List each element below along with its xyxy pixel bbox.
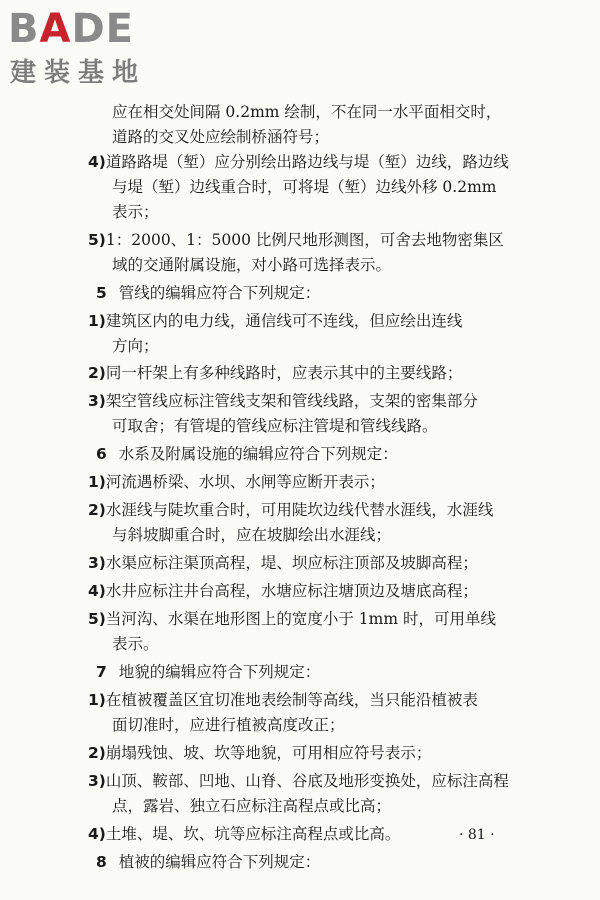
- text-line: [112, 634, 159, 654]
- text-line: [96, 283, 320, 303]
- line-text: 当河沟、水渠在地形图上的宽度小于 1mm 时，可用单线: [105, 610, 496, 628]
- section-number: 5: [96, 284, 107, 302]
- item-number: 3): [88, 392, 106, 410]
- line-text: 道路路堤（堑）应分别绘出路边线与堤（堑）边线，路边线: [105, 153, 509, 171]
- section-number: 6: [96, 445, 107, 463]
- line-text: 山顶、鞍部、凹地、山脊、谷底及地形变换处，应标注高程: [105, 772, 509, 790]
- text-line: [88, 609, 496, 629]
- line-text: 域的交通附属设施，对小路可选择表示。: [112, 256, 392, 274]
- line-text: 1：2000、1：5000 比例尺地形测图，可舍去地物密集区: [105, 231, 504, 249]
- text-line: [112, 796, 391, 816]
- text-line: [88, 152, 509, 172]
- item-number: 5): [88, 231, 106, 249]
- section-number: 7: [96, 663, 107, 681]
- text-line: [96, 444, 398, 464]
- text-line: [96, 662, 320, 682]
- text-line: [88, 391, 478, 411]
- section-number: 8: [96, 853, 107, 871]
- logo-chinese-name: 建装基地: [10, 58, 147, 88]
- item-number: 4): [88, 825, 106, 843]
- text-line: [88, 363, 462, 383]
- text-line: [112, 202, 159, 222]
- line-text: 崩塌残蚀、坡、坎等地貌，可用相应符号表示；: [105, 744, 432, 762]
- text-line: [88, 472, 385, 492]
- line-text: 表示。: [112, 635, 159, 653]
- item-number: 5): [88, 610, 106, 628]
- line-text: 面切准时，应进行植被高度改正；: [112, 716, 345, 734]
- text-line: [88, 311, 462, 331]
- line-text: 水涯线与陡坎重合时，可用陡坎边线代替水涯线，水涯线: [105, 501, 494, 519]
- text-line: [88, 553, 478, 573]
- line-text: 与斜坡脚重合时，应在坡脚绘出水涯线；: [112, 526, 392, 544]
- item-number: 2): [88, 364, 106, 382]
- line-text: 地貌的编辑应符合下列规定：: [118, 663, 321, 681]
- line-text: 道路的交叉处应绘制桥涵符号；: [112, 128, 330, 146]
- line-text: 架空管线应标注管线支架和管线线路，支架的密集部分: [105, 392, 478, 410]
- item-number: 4): [88, 582, 106, 600]
- line-text: 河流遇桥梁、水坝、水闸等应断开表示；: [105, 473, 385, 491]
- page-number: · 81 ·: [459, 827, 495, 843]
- item-number: 3): [88, 772, 106, 790]
- text-line: [88, 824, 400, 844]
- line-text: 可取舍；有管堤的管线应标注管堤和管线线路。: [112, 417, 438, 435]
- line-text: 建筑区内的电力线，通信线可不连线，但应绘出连线: [105, 312, 463, 330]
- text-line: [112, 525, 391, 545]
- line-text: 土堆、堤、坎、坑等应标注高程点或比高。: [105, 825, 401, 843]
- line-text: 应在相交处间隔 0.2mm 绘制，不在同一水平面相交时，: [112, 103, 502, 121]
- item-number: 1): [88, 691, 106, 709]
- text-line: [112, 416, 438, 436]
- logo-letter-b: B: [8, 6, 40, 52]
- text-line: [88, 230, 504, 250]
- text-line: [88, 771, 509, 791]
- bade-logo: [8, 6, 178, 88]
- line-text: 与堤（堑）边线重合时，可将堤（堑）边线外移 0.2mm: [112, 178, 497, 196]
- line-text: 水井应标注井台高程，水塘应标注塘顶边及塘底高程；: [105, 582, 478, 600]
- text-line: [112, 127, 329, 147]
- text-line: [88, 743, 431, 763]
- text-line: [112, 102, 501, 122]
- text-line: [88, 500, 493, 520]
- line-text: 方向；: [112, 337, 159, 355]
- text-line: [88, 690, 478, 710]
- item-number: 1): [88, 473, 106, 491]
- line-text: 管线的编辑应符合下列规定：: [118, 284, 321, 302]
- text-line: [96, 852, 320, 872]
- item-number: 3): [88, 554, 106, 572]
- item-number: 1): [88, 312, 106, 330]
- item-number: 2): [88, 744, 106, 762]
- text-line: [112, 715, 345, 735]
- logo-letters-de: DE: [71, 6, 134, 52]
- item-number: 2): [88, 501, 106, 519]
- logo-letter-a: A: [39, 6, 72, 52]
- item-number: 4): [88, 153, 106, 171]
- line-text: 水系及附属设施的编辑应符合下列规定：: [118, 445, 398, 463]
- line-text: 水渠应标注渠顶高程，堤、坝应标注顶部及坡脚高程；: [105, 554, 478, 572]
- line-text: 植被的编辑应符合下列规定：: [118, 853, 321, 871]
- line-text: 表示；: [112, 203, 159, 221]
- line-text: 在植被覆盖区宜切准地表绘制等高线，当只能沿植被表: [105, 691, 478, 709]
- text-line: [112, 255, 391, 275]
- text-line: [112, 177, 496, 197]
- text-line: [112, 336, 159, 356]
- line-text: 同一杆架上有多种线路时，应表示其中的主要线路；: [105, 364, 463, 382]
- text-line: [88, 581, 478, 601]
- logo-wordmark: [8, 6, 134, 52]
- line-text: 点，露岩、独立石应标注高程点或比高；: [112, 797, 392, 815]
